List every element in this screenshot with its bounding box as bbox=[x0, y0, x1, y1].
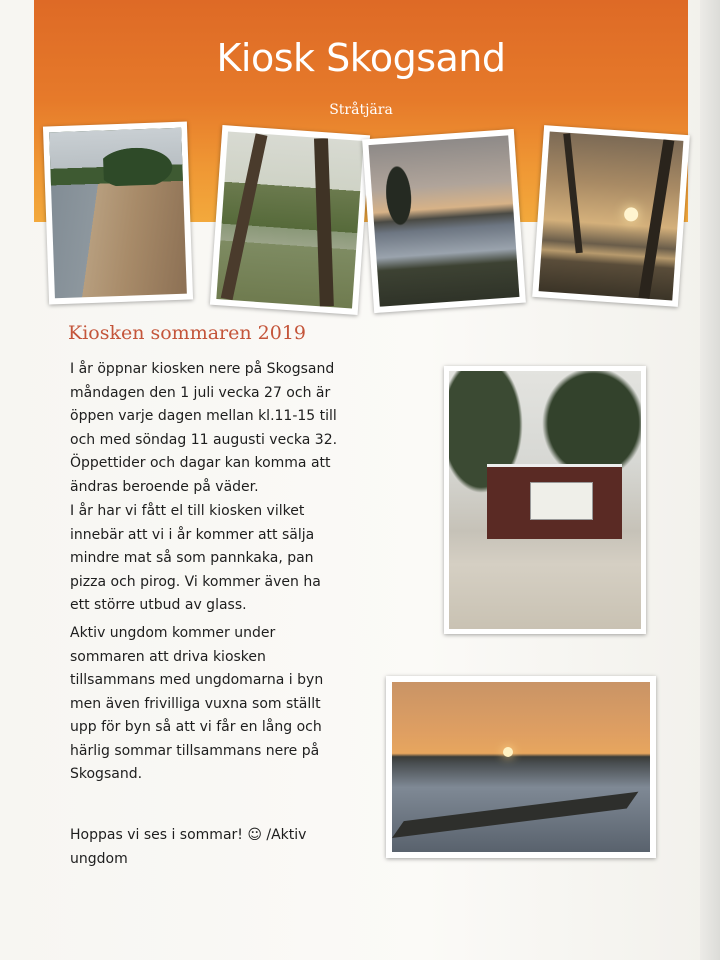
page-subtitle: Stråtjära bbox=[329, 102, 393, 118]
text-line: mindre mat så som pannkaka, pan bbox=[70, 550, 314, 566]
text-line: och med söndag 11 augusti vecka 32. bbox=[70, 431, 338, 448]
paragraph-opening bbox=[70, 358, 370, 499]
text-line: ungdom bbox=[70, 850, 128, 867]
photo-sunset-trees bbox=[532, 125, 690, 307]
page-title: Kiosk Skogsand bbox=[216, 36, 506, 80]
text-line: Öppettider och dagar kan komma att bbox=[70, 455, 331, 471]
photo-sunset-lake bbox=[362, 129, 526, 313]
paragraph-organizers bbox=[70, 622, 370, 787]
text-line: ändras beroende på väder. bbox=[70, 478, 259, 495]
paragraph-electricity bbox=[70, 500, 370, 618]
text-line: Hoppas vi ses i sommar! ☺ /Aktiv bbox=[70, 827, 307, 843]
page-edge bbox=[700, 0, 720, 960]
photo-sunset-jetty bbox=[386, 676, 656, 858]
photo-kiosk bbox=[444, 366, 646, 634]
text-line: innebär att vi i år kommer att sälja bbox=[70, 526, 315, 543]
paragraph-signoff bbox=[70, 824, 370, 871]
text-line: härlig sommar tillsammans nere på bbox=[70, 742, 320, 759]
text-line: I år har vi fått el till kiosken vilket bbox=[70, 503, 305, 519]
text-line: upp för byn så att vi får en lång och bbox=[70, 719, 322, 735]
text-line: öppen varje dagen mellan kl.11-15 till bbox=[70, 408, 337, 424]
photo-beach bbox=[43, 122, 193, 305]
text-line: måndagen den 1 juli vecka 27 och är bbox=[70, 384, 331, 401]
text-line: tillsammans med ungdomarna i byn bbox=[70, 672, 324, 688]
text-line: I år öppnar kiosken nere på Skogsand bbox=[70, 361, 335, 377]
text-line: Skogsand. bbox=[70, 766, 143, 782]
photo-trees-lake bbox=[210, 125, 370, 315]
article-heading: Kiosken sommaren 2019 bbox=[68, 322, 307, 344]
text-line: sommaren att driva kiosken bbox=[70, 648, 266, 665]
text-line: Aktiv ungdom kommer under bbox=[70, 625, 276, 641]
text-line: pizza och pirog. Vi kommer även ha bbox=[70, 573, 321, 590]
text-line: ett större utbud av glass. bbox=[70, 597, 247, 613]
text-line: men även frivilliga vuxna som ställt bbox=[70, 695, 321, 712]
